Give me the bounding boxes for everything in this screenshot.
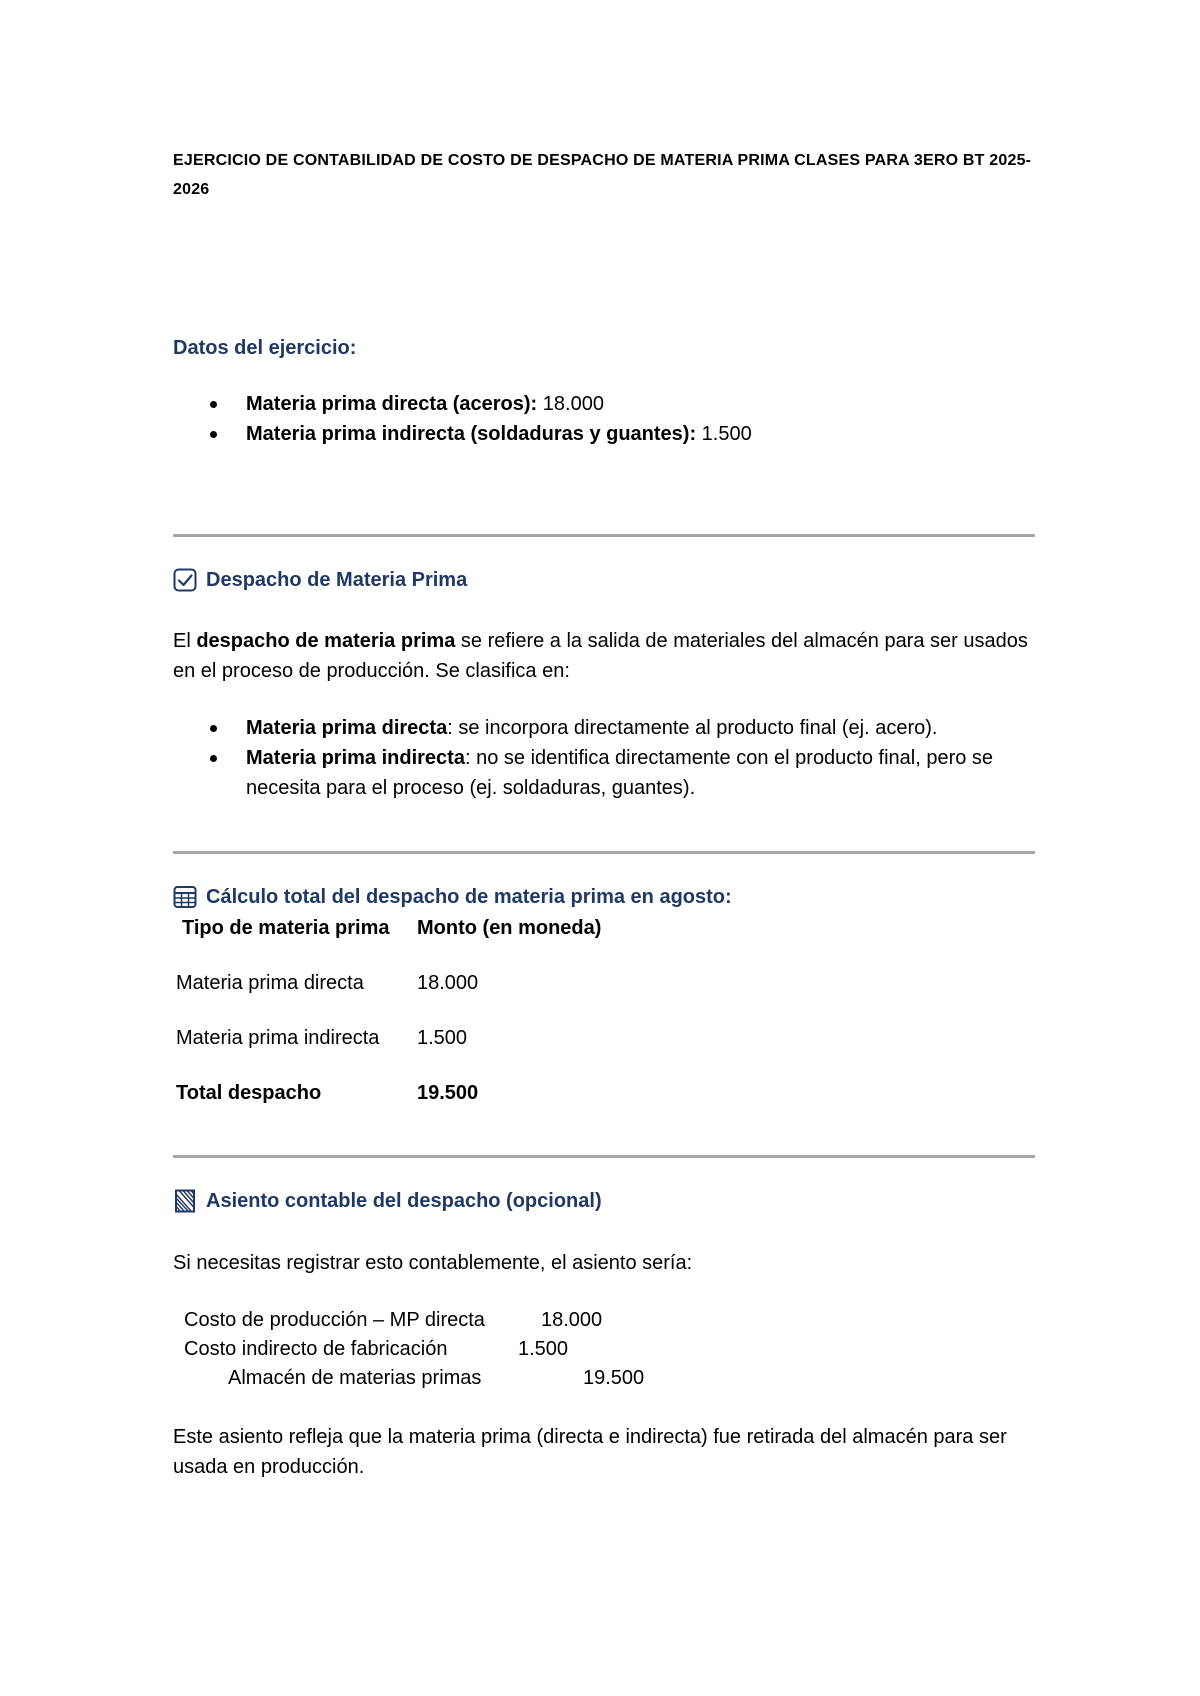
datos-heading-text: Datos del ejercicio:	[173, 337, 357, 359]
table-row	[176, 972, 601, 1027]
datos-heading	[173, 334, 356, 362]
asiento-conclusion: Este asiento refleja que la materia prima (directa e indirecta) fue retirada del almacén para ser usada en producción.	[173, 1426, 1007, 1478]
table-cell: 1.500	[417, 1027, 468, 1049]
entry-amount: 19.500	[583, 1367, 645, 1389]
asiento-heading	[173, 1187, 602, 1215]
despacho-item-text: : no se identifica directamente con el producto final, pero se necesita para el proceso (ej. soldaduras, guantes).	[246, 747, 994, 799]
document-page	[173, 0, 1035, 1696]
entry-amount: 1.500	[518, 1338, 569, 1360]
despacho-item-label: Materia prima directa	[246, 717, 448, 739]
table-row	[176, 1027, 601, 1082]
asiento-intro: Si necesitas registrar esto contablemente, el asiento sería:	[173, 1252, 693, 1274]
datos-item-label: Materia prima indirecta (soldaduras y guantes):	[246, 423, 697, 445]
despacho-item-label: Materia prima indirecta	[246, 747, 465, 769]
list-item	[173, 419, 1033, 449]
despacho-heading-text: Despacho de Materia Prima	[206, 569, 468, 591]
entry-amount: 18.000	[541, 1309, 603, 1331]
column-header: Monto (en moneda)	[417, 917, 602, 939]
table-cell: Materia prima indirecta	[176, 1027, 380, 1049]
document-title: EJERCICIO DE CONTABILIDAD DE COSTO DE DESPACHO DE MATERIA PRIMA CLASES PARA 3ERO BT 2025-2026	[173, 152, 1032, 198]
bullet-icon	[210, 401, 217, 408]
list-item	[173, 713, 1033, 743]
intro-bold-term: despacho de materia prima	[196, 630, 456, 652]
section-divider	[173, 851, 1035, 854]
calculator-icon	[173, 885, 197, 909]
entry-account: Almacén de materias primas	[228, 1367, 482, 1389]
despacho-heading	[173, 566, 467, 594]
entry-account: Costo indirecto de fabricación	[184, 1338, 448, 1360]
datos-list	[173, 389, 1033, 449]
bullet-icon	[210, 431, 217, 438]
intro-text: se refiere a la salida de materiales del almacén para ser usados en el proceso de producción. Se clasifica en:	[173, 630, 1028, 682]
calculo-heading-text: Cálculo total del despacho de materia prima en agosto:	[206, 886, 732, 908]
section-divider	[173, 1155, 1035, 1158]
datos-item-value: 18.000	[537, 393, 604, 415]
despacho-list	[173, 713, 1033, 803]
datos-item-value: 1.500	[696, 423, 752, 445]
entry-account: Costo de producción – MP directa	[184, 1309, 485, 1331]
intro-text: El	[173, 630, 197, 652]
list-item	[173, 389, 1033, 419]
table-total-row	[176, 1082, 601, 1137]
bullet-icon	[210, 755, 217, 762]
table-cell: 19.500	[417, 1082, 479, 1104]
despacho-item-text: : se incorpora directamente al producto final (ej. acero).	[447, 717, 938, 739]
datos-item-label: Materia prima directa (aceros):	[246, 393, 538, 415]
ledger-icon	[173, 1189, 197, 1213]
calculo-heading	[173, 883, 732, 911]
column-header: Tipo de materia prima	[182, 917, 390, 939]
despacho-intro	[173, 626, 1035, 686]
bullet-icon	[210, 725, 217, 732]
checkbox-icon	[173, 568, 197, 592]
table-cell: Materia prima directa	[176, 972, 364, 994]
list-item	[173, 743, 1033, 803]
section-divider	[173, 534, 1035, 537]
asiento-heading-text: Asiento contable del despacho (opcional)	[206, 1190, 602, 1212]
calculo-table	[176, 917, 601, 1137]
table-cell: 18.000	[417, 972, 479, 994]
table-header-row	[176, 917, 601, 972]
table-cell: Total despacho	[176, 1082, 322, 1104]
